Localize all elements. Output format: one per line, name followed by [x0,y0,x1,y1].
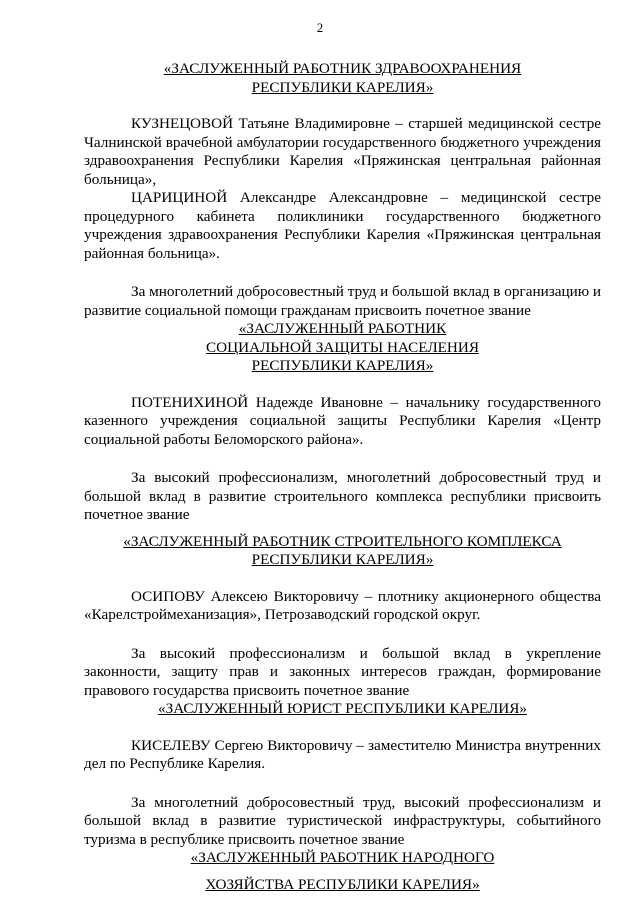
construction-awardee: ОСИПОВУ Алексею Викторовичу – плотнику акционерного общества «Карелстроймеханизация», Петрозаводский городской округ. [84,587,601,623]
health-awardee-2: ЦАРИЦИНОЙ Александре Александровне – медицинской сестре процедурного кабинета поликлиники государственного бюджетного учреждения здравоохранения Республики Карелия «Пряжинская центральная районная больница». [84,189,601,262]
title-line: РЕСПУБЛИКИ КАРЕЛИЯ» [251,551,434,568]
lawyer-awardee: КИСЕЛЕВУ Сергею Викторовичу – заместителю Министра внутренних дел по Республике Карелия. [84,736,601,772]
title-line: «ЗАСЛУЖЕННЫЙ ЮРИСТ РЕСПУБЛИКИ КАРЕЛИЯ» [158,700,527,717]
lawyer-award-title [84,700,601,719]
construction-award-title [84,533,601,570]
construction-intro: За высокий профессионализм, многолетний добросовестный труд и большой вклад в развитие строительного комплекса республики присвоить почетное звание [84,469,601,523]
title-line: «ЗАСЛУЖЕННЫЙ РАБОТНИК ЗДРАВООХРАНЕНИЯ [163,60,522,77]
lawyer-intro: За высокий профессионализм и большой вклад в укрепление законности, защиту прав и законных интересов граждан, формирование правового государства присвоить почетное звание [84,644,601,699]
social-awardee: ПОТЕНИХИНОЙ Надежде Ивановне – начальнику государственного казенного учреждения социальной защиты Республики Карелия «Центр социальной работы Беломорского района». [84,393,601,448]
title-line: «ЗАСЛУЖЕННЫЙ РАБОТНИК СТРОИТЕЛЬНОГО КОМПЛЕКСА [123,532,562,550]
title-line: ХОЗЯЙСТВА РЕСПУБЛИКИ КАРЕЛИЯ» [205,875,480,893]
health-awardee-1: КУЗНЕЦОВОЙ Татьяне Владимировне – старшей медицинской сестре Чалнинской врачебной амбулатории государственного бюджетного учреждения здравоохранения Республики Карелия «Пряжинская центральная районная больница», [84,115,601,188]
social-award-title [84,320,601,376]
title-line: «ЗАСЛУЖЕННЫЙ РАБОТНИК НАРОДНОГО [190,849,495,866]
economy-intro: За многолетний добросовестный труд, высокий профессионализм и большой вклад в развитие туристической инфраструктуры, событийного туризма в республике присвоить почетное звание [84,793,601,848]
economy-award-title [84,849,601,894]
social-intro: За многолетний добросовестный труд и большой вклад в организацию и развитие социальной помощи гражданам присвоить почетное звание [84,283,601,319]
title-line: РЕСПУБЛИКИ КАРЕЛИЯ» [251,78,434,96]
title-line: «ЗАСЛУЖЕННЫЙ РАБОТНИК [238,320,447,337]
page-number: 2 [316,20,324,35]
health-award-title [84,60,601,97]
document-body [84,60,601,894]
title-line: РЕСПУБЛИКИ КАРЕЛИЯ» [251,357,434,374]
title-line: СОЦИАЛЬНОЙ ЗАЩИТЫ НАСЕЛЕНИЯ [206,338,479,356]
